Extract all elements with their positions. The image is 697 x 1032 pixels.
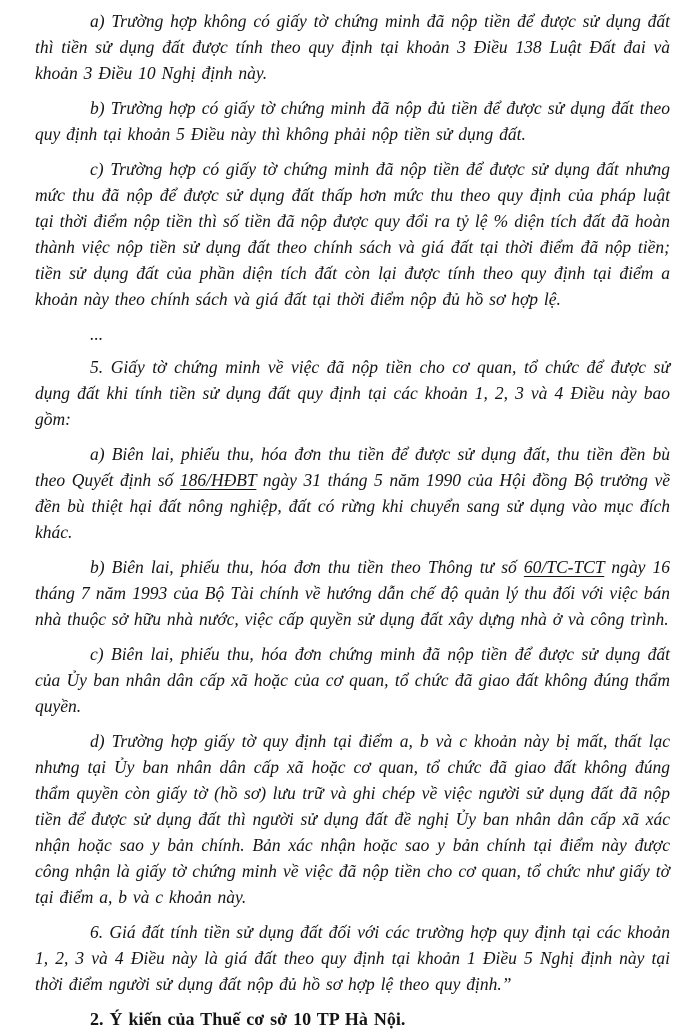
clause-5b-text-pre: b) Biên lai, phiếu thu, hóa đơn thu tiền theo Thông tư số <box>90 557 524 577</box>
paragraph-clause-5a <box>35 441 670 545</box>
clause-5a-text-pre: a) Biên lai, phiếu thu, hóa đơn thu tiền để được sử dụng đất, thu tiền đền bù theo Quyết định số <box>35 444 670 490</box>
paragraph-point-c: c) Trường hợp có giấy tờ chứng minh đã nộp tiền để được sử dụng đất nhưng mức thu đã nộp để được sử dụng đất thấp hơn mức thu theo quy định của pháp luật tại thời điểm nộp tiền thì số tiền đã nộp được quy đổi ra tỷ lệ % diện tích đất đã hoàn thành việc nộp tiền sử dụng đất theo chính sách và giá đất tại thời điểm đã nộp tiền; tiền sử dụng đất của phần diện tích đất còn lại được tính theo quy định tại điểm a khoản này theo chính sách và giá đất tại thời điểm nộp đủ hồ sơ hợp lệ. <box>35 159 670 309</box>
clause-5a-text-post: ngày 31 tháng 5 năm 1990 của Hội đồng Bộ trưởng về đền bù thiệt hại đất nông nghiệp, đất có rừng khi chuyển sang sử dụng vào mục đích khác. <box>35 470 670 542</box>
reference-decision-186-hdbt: 186/HĐBT <box>179 470 257 490</box>
paragraph-clause-6: 6. Giá đất tính tiền sử dụng đất đối với các trường hợp quy định tại các khoản 1, 2, 3 và 4 Điều này là giá đất theo quy định tại khoản 1 Điều 5 Nghị định này tại thời điểm người sử dụng đất nộp đủ hồ sơ hợp lệ theo quy định.” <box>35 922 670 994</box>
paragraph-point-b: b) Trường hợp có giấy tờ chứng minh đã nộp đủ tiền để được sử dụng đất theo quy định tại khoản 5 Điều này thì không phải nộp tiền sử dụng đất. <box>35 98 670 144</box>
paragraph-clause-5d: d) Trường hợp giấy tờ quy định tại điểm a, b và c khoản này bị mất, thất lạc nhưng tại Ủy ban nhân dân cấp xã hoặc cơ quan, tổ chức đã giao đất không đúng thẩm quyền còn giấy tờ (hồ sơ) lưu trữ và ghi chép về việc người sử dụng đất đã nộp tiền để được sử dụng đất thì người sử dụng đất đề nghị Ủy ban nhân dân cấp xã xác nhận hoặc sao y bản chính. Bản xác nhận hoặc sao y bản chính tại điểm này được công nhận là giấy tờ chứng minh về việc đã nộp tiền cho cơ quan, tổ chức như giấy tờ tại điểm a, b và c khoản này. <box>35 731 670 907</box>
paragraph-clause-5c: c) Biên lai, phiếu thu, hóa đơn chứng minh đã nộp tiền để được sử dụng đất của Ủy ban nhân dân cấp xã hoặc của cơ quan, tổ chức đã giao đất không đúng thẩm quyền. <box>35 644 670 716</box>
ellipsis-omission: ... <box>90 324 104 344</box>
clause-5b-text-post: ngày 16 tháng 7 năm 1993 của Bộ Tài chính về hướng dẫn chế độ quản lý thu đối với việc bán nhà thuộc sở hữu nhà nước, việc cấp quyền sử dụng đất xây dựng nhà ở và công trình. <box>35 557 670 629</box>
paragraph-point-a: a) Trường hợp không có giấy tờ chứng minh đã nộp tiền để được sử dụng đất thì tiền sử dụng đất được tính theo quy định tại khoản 3 Điều 138 Luật Đất đai và khoản 3 Điều 10 Nghị định này. <box>35 11 670 83</box>
paragraph-clause-5: 5. Giấy tờ chứng minh về việc đã nộp tiền cho cơ quan, tổ chức để được sử dụng đất khi tính tiền sử dụng đất quy định tại các khoản 1, 2, 3 và 4 Điều này bao gồm: <box>35 357 670 429</box>
section-heading-2: 2. Ý kiến của Thuế cơ sở 10 TP Hà Nội. <box>90 1009 406 1029</box>
paragraph-clause-5b <box>35 554 670 632</box>
reference-circular-60-tc-tct: 60/TC-TCT <box>523 557 605 577</box>
